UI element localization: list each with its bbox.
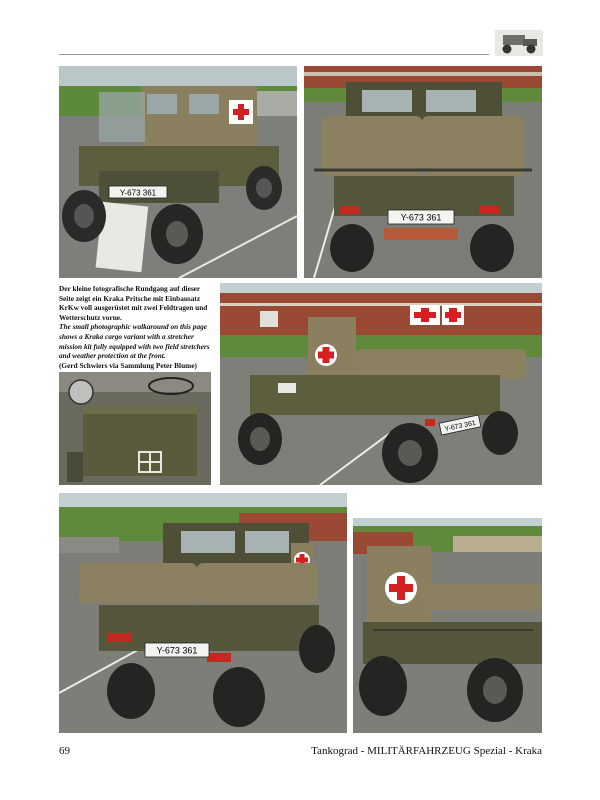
license-plate-text: Y-673 361 (400, 212, 442, 223)
license-plate-text: Y-673 361 (156, 645, 198, 656)
license-plate-text: Y-673 361 (119, 188, 157, 198)
photo-rear-three-quarter-view (59, 493, 347, 733)
license-plate-text: Y-673 361 (444, 419, 477, 434)
photo-front-box-detail (59, 372, 211, 485)
vehicle-logo-icon (495, 30, 543, 56)
caption-german: Der kleine fotografische Rundgang auf dieser Seite zeigt ein Kraka Pritsche mit Einbausatz KrKw voll ausgerüstet mit zwei Feldtragen und Wetterschutz vorne. (59, 284, 208, 322)
photo-front-left-view (59, 66, 297, 278)
photo-rear-right-view (353, 518, 542, 733)
photo-rear-view (304, 66, 542, 278)
caption-english: The small photographic walkaround on this page shows a Kraka cargo variant with a stretcher mission kit fully equipped with two field stretchers and weather protection at the front. (59, 322, 210, 361)
photo-caption (59, 284, 215, 370)
running-footer-title: Tankograd - MILITÄRFAHRZEUG Spezial - Kraka (311, 745, 542, 757)
photo-side-view (220, 283, 542, 485)
header-rule (59, 54, 489, 55)
page-number: 69 (59, 745, 70, 757)
caption-credit: (Gerd Schwiers via Sammlung Peter Blume) (59, 360, 197, 370)
